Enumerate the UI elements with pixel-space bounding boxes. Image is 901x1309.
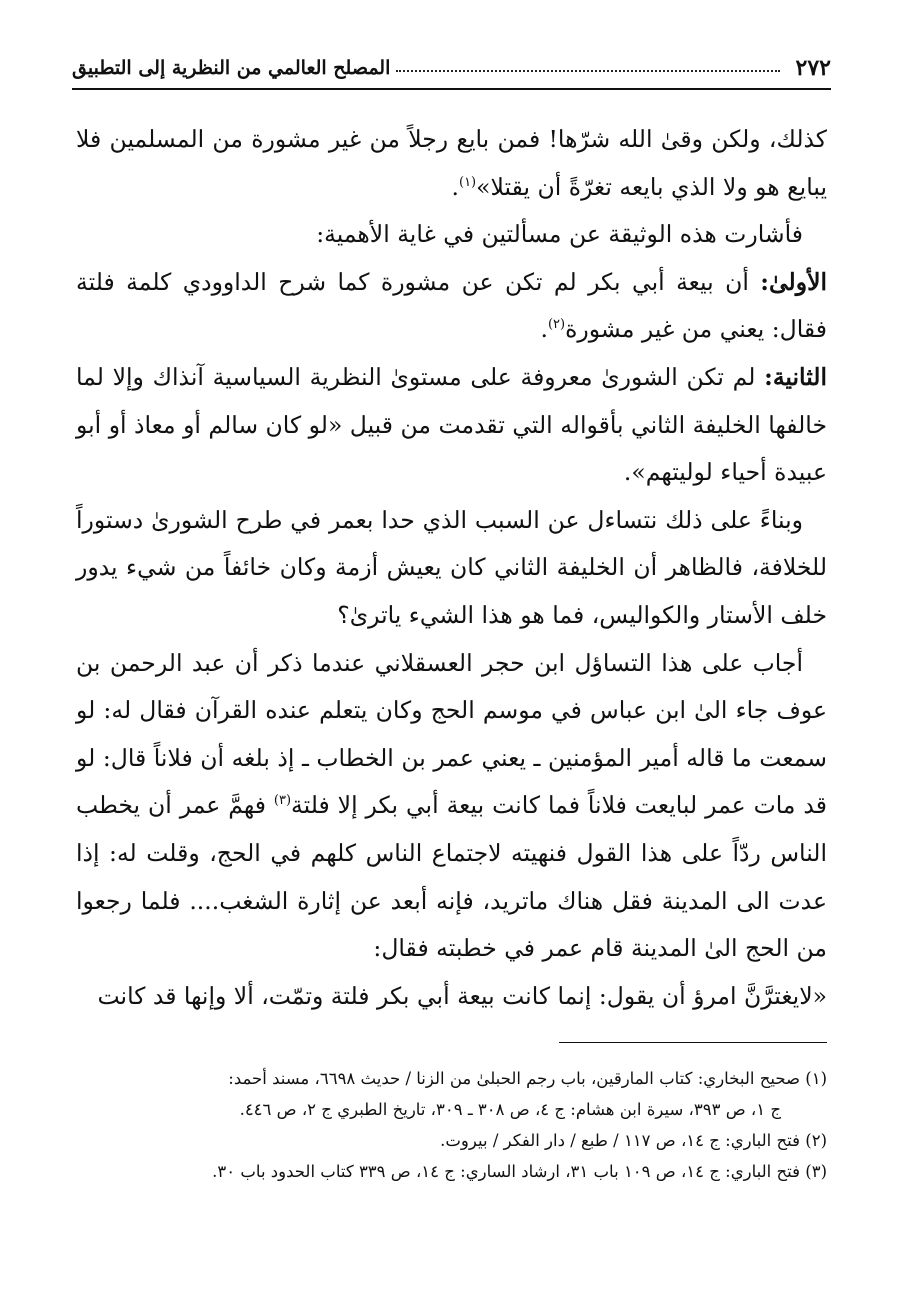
footnote-3: (٣) فتح الباري: ج ١٤، ص ١٠٩ باب ٣١، ارشاد الساري: ج ١٤، ص ٣٣٩ كتاب الحدود باب ٣٠. xyxy=(212,1162,827,1181)
footnote-ref-1: (١) xyxy=(458,174,477,190)
footnote-1: (١) صحيح البخاري: كتاب المارقين، باب رجم الحبلىٰ من الزنا / حديث ٦٦٩٨، مسند أحمد: xyxy=(228,1069,827,1088)
paragraph-6-text-b: فهمَّ عمر أن يخطب الناس ردّاً على هذا القول فنهيته لاجتماع الناس كلهم في الحج، وقلت له: إذا عدت الى المدينة فقل هناك ماتريد، فإنه أبعد عن إثارة الشغب.... فلما رجعوا من الحج الىٰ المدينة قام عمر في خطبته فقال: xyxy=(76,791,827,963)
paragraph-3-end: . xyxy=(540,315,548,344)
paragraph-1 xyxy=(76,116,827,211)
paragraph-1-end: . xyxy=(451,172,459,201)
paragraph-1-text: كذلك، ولكن وقىٰ الله شرّها! فمن بايع رجلاً من غير مشورة من المسلمين فلا يبايع هو ولا الذي بايعه تغرّةً أن يقتلا» xyxy=(76,125,827,201)
paragraph-3 xyxy=(76,259,827,354)
footnote-ref-2: (٢) xyxy=(547,317,566,333)
paragraph-2: فأشارت هذه الوثيقة عن مسألتين في غاية الأهمية: xyxy=(316,220,803,249)
footnote-ref-3: (٣) xyxy=(273,793,292,809)
page-number: ٢٧٢ xyxy=(795,55,831,81)
paragraph-6-text-a: أجاب على هذا التساؤل ابن حجر العسقلاني عندما ذكر أن عبد الرحمن بن عوف جاء الىٰ ابن عباس في موسم الحج وكان يتعلم عنده القرآن فقال له: لو سمعت ما قاله أمير المؤمنين ـ يعني عمر بن الخطاب ـ إذ بلغه أن فلاناً قال: لو قد مات عمر لبايعت فلاناً فما كانت بيعة أبي بكر إلا فلتة xyxy=(76,648,827,820)
footnotes xyxy=(76,1063,827,1187)
running-title: المصلح العالمي من النظرية إلى التطبيق xyxy=(72,57,391,79)
footnote-separator xyxy=(559,1042,827,1043)
paragraph-4 xyxy=(76,354,827,497)
footnote-2: (٢) فتح الباري: ج ١٤، ص ١١٧ / طبع / دار الفكر / بيروت. xyxy=(440,1131,827,1150)
paragraph-4-text: لم تكن الشورىٰ معروفة على مستوىٰ النظرية السياسية آنذاك وإلا لما خالفها الخليفة الثاني بأقواله التي تقدمت من قبيل «لو كان سالم أو معاذ أو أبو عبيدة أحياء لوليتهم». xyxy=(76,362,827,487)
paragraph-7: «لايغترَّنَّ امرؤ أن يقول: إنما كانت بيعة أبي بكر فلتة وتمّت، ألا وإنها قد كانت xyxy=(97,981,827,1010)
body-text xyxy=(76,116,827,1020)
paragraph-6 xyxy=(76,640,827,973)
point-second-label: الثانية: xyxy=(764,362,827,391)
paragraph-3-text: أن بيعة أبي بكر لم تكن عن مشورة كما شرح الداوودي كلمة فلتة فقال: يعني من غير مشورة xyxy=(76,267,827,344)
page-header xyxy=(72,48,831,90)
point-first-label: الأولىٰ: xyxy=(760,267,827,296)
header-dot-leader xyxy=(396,70,779,72)
paragraph-5: وبناءً على ذلك نتساءل عن السبب الذي حدا بعمر في طرح الشورىٰ دستوراً للخلافة، فالظاهر أن الخليفة الثاني كان يعيش أزمة وكان خائفاً من شيء يدور خلف الأستار والكواليس، فما هو هذا الشيء ياترىٰ؟ xyxy=(76,505,827,629)
footnote-1-continued: ج ١، ص ٣٩٣، سيرة ابن هشام: ج ٤، ص ٣٠٨ ـ ٣٠٩، تاريخ الطبري ج ٢، ص ٤٤٦. xyxy=(239,1100,781,1119)
